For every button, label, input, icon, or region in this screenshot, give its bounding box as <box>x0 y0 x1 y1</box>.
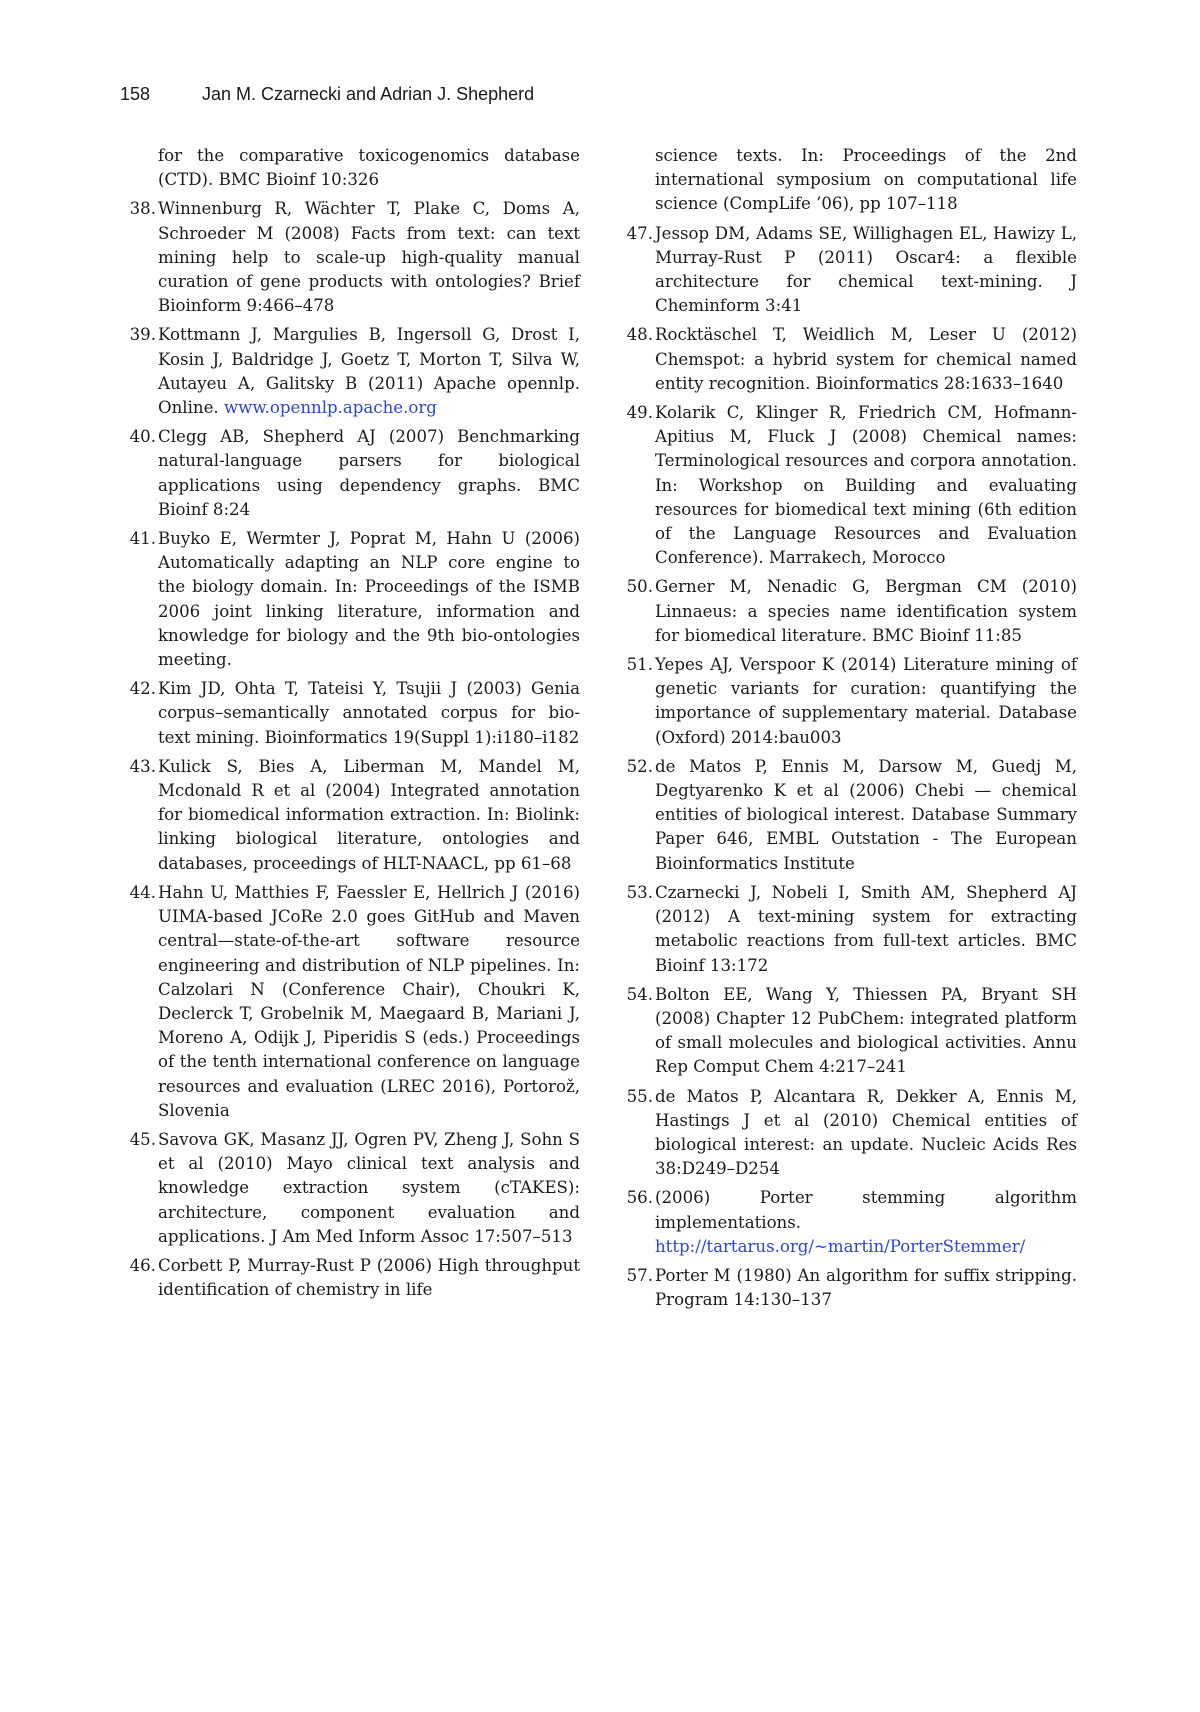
reference-entry <box>619 1186 1077 1259</box>
reference-text: Rocktäschel T, Weidlich M, Leser U (2012) Chemspot: a hybrid system for chemical named entity recognition. Bioinformatics 28:1633–1640 <box>655 325 1077 393</box>
reference-number: 52. <box>626 756 653 776</box>
left-reference-column <box>122 144 580 1307</box>
reference-number: 56. <box>626 1188 653 1208</box>
reference-entry <box>619 1264 1077 1312</box>
reference-text: Savova GK, Masanz JJ, Ogren PV, Zheng J, Sohn S et al (2010) Mayo clinical text analysis and knowledge extraction system (cTAKES): architecture, component evaluation and applications. J Am Med Inform Assoc 17:507–513 <box>158 1129 580 1246</box>
reference-continuation <box>122 144 580 192</box>
reference-entry <box>122 1254 580 1302</box>
reference-entry <box>122 197 580 318</box>
reference-entry <box>122 527 580 672</box>
reference-number: 48. <box>626 325 653 345</box>
reference-entry <box>619 222 1077 319</box>
reference-number: 44. <box>129 882 156 902</box>
reference-text: for the comparative toxicogenomics database (CTD). BMC Bioinf 10:326 <box>158 146 580 190</box>
reference-entry <box>619 575 1077 648</box>
running-head <box>120 84 534 105</box>
reference-number: 55. <box>626 1086 653 1106</box>
reference-text: Czarnecki J, Nobeli I, Smith AM, Shepherd AJ (2012) A text-mining system for extracting metabolic reactions from full-text articles. BMC Bioinf 13:172 <box>655 882 1077 975</box>
page-number: 158 <box>120 84 151 104</box>
reference-entry <box>619 323 1077 396</box>
reference-number: 57. <box>626 1265 653 1285</box>
reference-text: de Matos P, Ennis M, Darsow M, Guedj M, Degtyarenko K et al (2006) Chebi — chemical entities of biological interest. Database Summary Paper 646, EMBL Outstation - The European Bioinformatics Institute <box>655 756 1077 873</box>
reference-text: Porter M (1980) An algorithm for suffix stripping. Program 14:130–137 <box>655 1265 1077 1310</box>
reference-continuation <box>619 144 1077 217</box>
reference-text: science texts. In: Proceedings of the 2nd international symposium on computational life science (CompLife ’06), pp 107–118 <box>655 146 1077 214</box>
running-head-authors: Jan M. Czarnecki and Adrian J. Shepherd <box>202 84 535 104</box>
reference-number: 45. <box>129 1129 156 1149</box>
reference-text: Kim JD, Ohta T, Tateisi Y, Tsujii J (2003) Genia corpus–semantically annotated corpus for bio-text mining. Bioinformatics 19(Suppl 1):i180–i182 <box>158 679 580 747</box>
reference-text: Clegg AB, Shepherd AJ (2007) Benchmarking natural-language parsers for biological applications using dependency graphs. BMC Bioinf 8:24 <box>158 427 580 519</box>
reference-entry <box>619 1085 1077 1182</box>
reference-text: Jessop DM, Adams SE, Willighagen EL, Hawizy L, Murray-Rust P (2011) Oscar4: a flexible architecture for chemical text-mining. J Cheminform 3:41 <box>655 223 1077 316</box>
reference-entry <box>619 983 1077 1080</box>
reference-entry <box>122 881 580 1123</box>
reference-text: Winnenburg R, Wächter T, Plake C, Doms A, Schroeder M (2008) Facts from text: can text mining help to scale-up high-quality manual curation of gene products with ontologies? Brief Bioinform 9:466–478 <box>158 199 580 316</box>
reference-entry <box>619 755 1077 876</box>
reference-number: 38. <box>129 199 156 219</box>
reference-text: Corbett P, Murray-Rust P (2006) High throughput identification of chemistry in life <box>158 1255 580 1300</box>
reference-text: Kottmann J, Margulies B, Ingersoll G, Drost I, Kosin J, Baldridge J, Goetz T, Morton T, Silva W, Autayeu A, Galitsky B (2011) Apache opennlp. Online. <box>158 325 580 418</box>
reference-link[interactable]: http://tartarus.org/~martin/PorterStemmer/ <box>655 1236 1026 1256</box>
reference-entry <box>122 425 580 522</box>
right-reference-column <box>619 144 1077 1317</box>
reference-text: Yepes AJ, Verspoor K (2014) Literature mining of genetic variants for curation: quantifying the importance of supplementary material. Database (Oxford) 2014:bau003 <box>655 655 1077 747</box>
reference-number: 46. <box>129 1255 156 1275</box>
reference-entry <box>619 401 1077 570</box>
reference-text: Bolton EE, Wang Y, Thiessen PA, Bryant SH (2008) Chapter 12 PubChem: integrated platform of small molecules and biological activities. Annu Rep Comput Chem 4:217–241 <box>655 984 1077 1077</box>
reference-text: Kolarik C, Klinger R, Friedrich CM, Hofmann-Apitius M, Fluck J (2008) Chemical names: Terminological resources and corpora annotation. In: Workshop on Building and evaluating resources for biomedical text mining (6th edition of the Language Resources and Evaluation Conference). Marrakech, Morocco <box>655 403 1077 568</box>
reference-entry <box>619 653 1077 750</box>
reference-entry <box>122 755 580 876</box>
reference-entry <box>122 1128 580 1249</box>
reference-entry <box>122 677 580 750</box>
reference-number: 41. <box>129 529 156 549</box>
reference-number: 53. <box>626 882 653 902</box>
reference-entry <box>619 881 1077 978</box>
reference-number: 50. <box>626 577 653 597</box>
reference-number: 54. <box>626 984 653 1004</box>
reference-link[interactable]: www.opennlp.apache.org <box>223 398 437 418</box>
reference-number: 40. <box>129 427 156 447</box>
reference-number: 39. <box>129 325 156 345</box>
reference-text: Buyko E, Wermter J, Poprat M, Hahn U (2006) Automatically adapting an NLP core engine to the biology domain. In: Proceedings of the ISMB 2006 joint linking literature, information and knowledge for biology and the 9th bio-ontologies meeting. <box>158 529 580 670</box>
reference-number: 51. <box>626 655 653 675</box>
reference-number: 42. <box>129 679 156 699</box>
reference-entry <box>122 323 580 420</box>
reference-text: Hahn U, Matthies F, Faessler E, Hellrich J (2016) UIMA-based JCoRe 2.0 goes GitHub and Maven central—state-of-the-art software resource engineering and distribution of NLP pipelines. In: Calzolari N (Conference Chair), Choukri K, Declerck T, Grobelnik M, Maegaard B, Mariani J, Moreno A, Odijk J, Piperidis S (eds.) Proceedings of the tenth international conference on language resources and evaluation (LREC 2016), Portorož, Slovenia <box>158 882 580 1120</box>
reference-text: (2006) Porter stemming algorithm implementations. <box>655 1188 1077 1232</box>
reference-number: 43. <box>129 756 156 776</box>
reference-text: Kulick S, Bies A, Liberman M, Mandel M, Mcdonald R et al (2004) Integrated annotation for biomedical information extraction. In: Biolink: linking biological literature, ontologies and databases, proceedings of HLT-NAACL, pp 61–68 <box>158 756 580 873</box>
reference-text: de Matos P, Alcantara R, Dekker A, Ennis M, Hastings J et al (2010) Chemical entities of biological interest: an update. Nucleic Acids Res 38:D249–D254 <box>655 1086 1077 1179</box>
reference-text: Gerner M, Nenadic G, Bergman CM (2010) Linnaeus: a species name identification system for biomedical literature. BMC Bioinf 11:85 <box>655 577 1077 645</box>
reference-number: 49. <box>626 403 653 423</box>
reference-number: 47. <box>626 223 653 243</box>
